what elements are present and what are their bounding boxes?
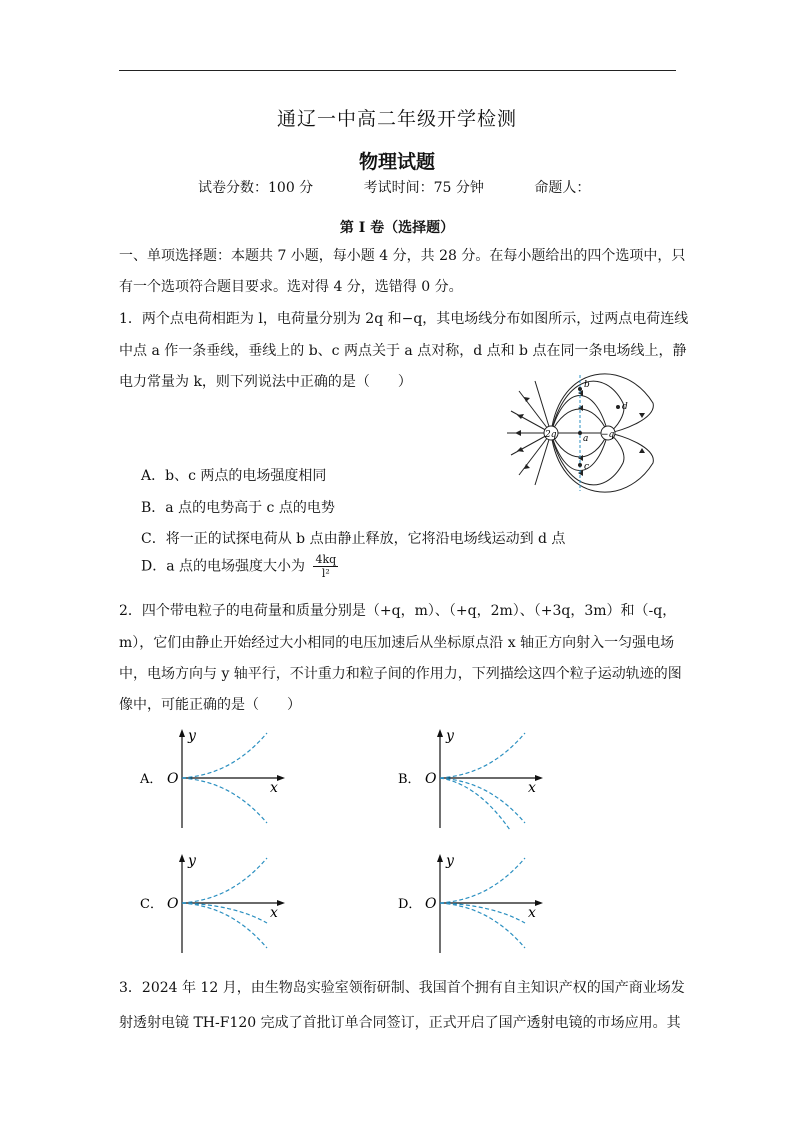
trajectory-curve: [182, 903, 267, 948]
charge-neg-q-label: −q: [601, 430, 615, 440]
exam-author: 命题人：: [534, 180, 591, 196]
q2-line-1: 2．四个带电粒子的电荷量和质量分别是（+q，m）、（+q，2m）、（+3q，3m）和（-q，: [119, 603, 677, 619]
section-instruction-2: 有一个选项符合题目要求。选对得 4 分，选错得 0 分。: [119, 279, 463, 295]
section-instruction-1: 一、单项选择题：本题共 7 小题，每小题 4 分，共 28 分。在每小题给出的四个选项中，只: [119, 248, 686, 264]
y-axis-label: y: [446, 728, 454, 744]
x-axis-arrow: [277, 775, 285, 781]
y-axis-arrow: [437, 854, 443, 862]
header-rule: [119, 70, 676, 71]
point-c-label: c: [584, 462, 590, 472]
point-b-label: b: [584, 380, 590, 390]
exam-info: [198, 177, 636, 197]
trajectory-curve: [440, 903, 525, 948]
q1-option-d: [141, 553, 338, 580]
q1-option-d-text: D．a 点的电场强度大小为: [141, 558, 306, 575]
q1-option-a: A．b、c 两点的电场强度相同: [141, 468, 327, 484]
trajectory-curve: [440, 903, 525, 923]
q2-line-3: 中，电场方向与 y 轴平行，不计重力和粒子间的作用力，下列描绘这四个粒子运动轨迹的图: [119, 666, 682, 682]
y-axis-label: y: [188, 853, 196, 869]
q2-graph-c: [130, 853, 290, 958]
trajectory-curve: [182, 778, 267, 823]
y-axis-label: y: [446, 853, 454, 869]
fraction-numerator: 4kq: [315, 553, 337, 566]
x-axis-arrow: [535, 900, 543, 906]
y-axis-arrow: [179, 729, 185, 737]
q2-graph-option-label: B．: [398, 772, 421, 787]
q2-graph-option-label: D．: [398, 897, 422, 912]
exam-time: 考试时间：75 分钟: [363, 180, 484, 196]
fraction: [313, 553, 338, 580]
q2-graph-b: [388, 728, 548, 833]
fraction-denominator: l²: [321, 567, 330, 580]
y-axis-label: y: [188, 728, 196, 744]
q1-option-c: C．将一正的试探电荷从 b 点由静止释放，它将沿电场线运动到 d 点: [141, 531, 566, 547]
electric-field-figure: [505, 373, 665, 493]
charge-2q-label: 2q: [545, 430, 557, 440]
origin-label: O: [425, 896, 437, 912]
x-axis-label: x: [528, 905, 536, 921]
origin-label: O: [425, 771, 437, 787]
origin-label: O: [167, 771, 179, 787]
section-title: 第 I 卷（选择题）: [339, 220, 455, 236]
trajectory-curve: [440, 778, 525, 823]
trajectory-curve: [182, 903, 267, 923]
q2-graph-option-label: A．: [140, 772, 163, 787]
subject-title: 物理试题: [358, 151, 435, 173]
q1-line-3: 电力常量为 k，则下列说法中正确的是（ ）: [119, 374, 412, 390]
q1-line-1: 1．两个点电荷相距为 l，电荷量分别为 2q 和−q，其电场线分布如图所示，过两点电荷连线: [119, 311, 689, 327]
y-axis-arrow: [437, 729, 443, 737]
q2-graph-option-label: C．: [140, 897, 163, 912]
x-axis-label: x: [270, 905, 278, 921]
q2-line-4: 像中，可能正确的是（ ）: [119, 697, 301, 713]
q2-graph-d: [388, 853, 548, 958]
q2-graph-a: [130, 728, 290, 833]
y-axis-arrow: [179, 854, 185, 862]
q1-line-2: 中点 a 作一条垂线，垂线上的 b、c 两点关于 a 点对称，d 点和 b 点在同一条电场线上，静: [119, 343, 687, 359]
exam-score: 试卷分数：100 分: [198, 180, 314, 196]
x-axis-label: x: [528, 780, 536, 796]
x-axis-arrow: [535, 775, 543, 781]
school-title: 通辽一中高二年级开学检测: [276, 108, 517, 130]
x-axis-arrow: [277, 900, 285, 906]
point-d-label: d: [622, 402, 628, 412]
x-axis-label: x: [270, 780, 278, 796]
q2-line-2: m），它们由静止开始经过大小相同的电压加速后从坐标原点沿 x 轴正方向射入一匀强电场: [119, 635, 675, 651]
point-a-label: a: [583, 434, 589, 444]
q1-option-b: B．a 点的电势高于 c 点的电势: [141, 500, 335, 516]
q3-line-1: 3．2024 年 12 月，由生物岛实验室领衔研制、我国首个拥有自主知识产权的国产商业场发: [119, 980, 685, 996]
q3-line-2: 射透射电镜 TH-F120 完成了首批订单合同签订，正式开启了国产透射电镜的市场应用。其: [119, 1015, 681, 1031]
origin-label: O: [167, 896, 179, 912]
